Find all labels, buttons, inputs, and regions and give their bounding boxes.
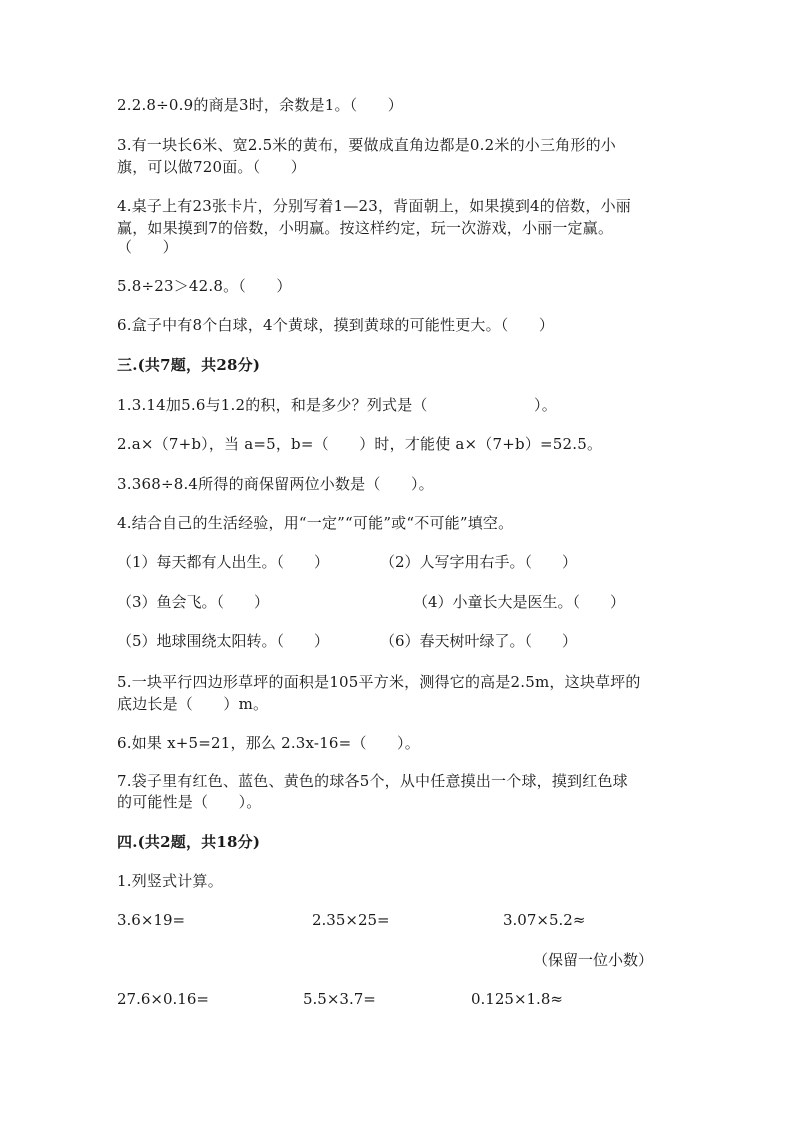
question-3-4-item-5: （5）地球围绕太阳转。（ ） <box>117 632 330 650</box>
question-3-6: 6.如果 x+5=21，那么 2.3x-16=（ ）。 <box>117 734 420 752</box>
section-4-heading: 四.(共2题，共18分) <box>117 833 261 851</box>
question-2-4-line1: 4.桌子上有23张卡片，分别写着1—23，背面朝上，如果摸到4的倍数，小丽 <box>117 197 631 215</box>
question-3-5-line1: 5.一块平行四边形草坪的面积是105平方米，测得它的高是2.5m，这块草坪的 <box>117 673 641 691</box>
question-3-7-line1: 7.袋子里有红色、蓝色、黄色的球各5个，从中任意摸出一个球，摸到红色球 <box>117 772 628 790</box>
question-2-5: 5.8÷23＞42.8。（ ） <box>117 277 292 295</box>
question-2-6: 6.盒子中有8个白球，4个黄球，摸到黄球的可能性更大。（ ） <box>117 316 555 334</box>
question-3-4-item-3: （3）鱼会飞。（ ） <box>117 593 270 611</box>
section-3-heading: 三.(共7题，共28分) <box>117 356 261 374</box>
calc-item-4: 27.6×0.16= <box>117 990 209 1008</box>
question-3-1: 1.3.14加5.6与1.2的积，和是多少？列式是（ ）。 <box>117 396 557 414</box>
question-3-5-line2: 底边长是（ ）m。 <box>117 695 269 713</box>
question-3-4-item-6: （6）春天树叶绿了。（ ） <box>380 632 578 650</box>
question-3-2: 2.a×（7+b），当 a=5，b=（ ）时，才能使 a×（7+b）=52.5。 <box>117 435 603 453</box>
calc-item-2: 2.35×25= <box>312 911 390 929</box>
question-4-1: 1.列竖式计算。 <box>117 872 223 890</box>
question-3-7-line2: 的可能性是（ ）。 <box>117 793 262 811</box>
question-2-4-line2: 赢，如果摸到7的倍数，小明赢。按这样约定，玩一次游戏，小丽一定赢。 <box>117 219 614 237</box>
calc-item-1: 3.6×19= <box>117 911 186 929</box>
question-3-4-item-4: （4）小童长大是医生。（ ） <box>413 593 626 611</box>
question-2-4-line3: （ ） <box>117 238 178 256</box>
question-3-3: 3.368÷8.4所得的商保留两位小数是（ ）。 <box>117 475 434 493</box>
calc-rounding-note: （保留一位小数） <box>533 951 654 969</box>
calc-item-5: 5.5×3.7= <box>303 990 376 1008</box>
question-3-4-item-1: （1）每天都有人出生。（ ） <box>117 553 330 571</box>
question-2-3-line2: 旗，可以做720面。（ ） <box>117 158 306 176</box>
calc-item-3: 3.07×5.2≈ <box>503 911 586 929</box>
question-3-4-intro: 4.结合自己的生活经验，用“一定”“可能”或“不可能”填空。 <box>117 514 514 532</box>
question-2-3-line1: 3.有一块长6米、宽2.5米的黄布，要做成直角边都是0.2米的小三角形的小 <box>117 136 616 154</box>
question-2-2: 2.2.8÷0.9的商是3时，余数是1。（ ） <box>117 96 403 114</box>
question-3-4-item-2: （2）人写字用右手。（ ） <box>380 553 578 571</box>
calc-item-6: 0.125×1.8≈ <box>471 990 563 1008</box>
